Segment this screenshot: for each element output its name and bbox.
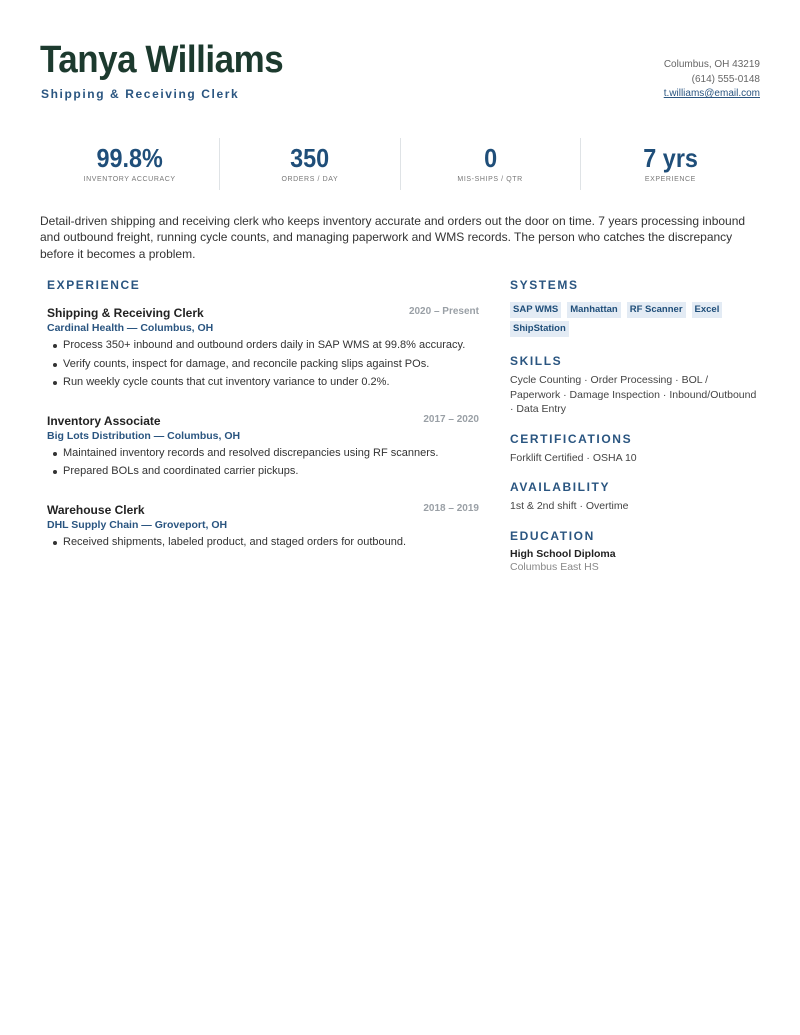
stat-value: 99.8% — [96, 143, 163, 173]
job-title: Shipping & Receiving Clerk — [47, 306, 204, 320]
contact-phone: (614) 555-0148 — [691, 73, 760, 85]
job-dates: 2017 – 2020 — [423, 413, 479, 425]
contact-email-link[interactable]: t.williams@email.com — [663, 88, 760, 99]
experience-heading: EXPERIENCE — [47, 278, 141, 292]
education-heading: EDUCATION — [510, 528, 595, 543]
stat-mis-ships — [400, 138, 580, 190]
systems-heading: SYSTEMS — [510, 278, 579, 292]
certifications-text: Forklift Certified · OSHA 10 — [510, 451, 637, 464]
job-bullet: Prepared BOLs and coordinated carrier pickups. — [47, 464, 479, 480]
stat-value: 0 — [483, 143, 497, 173]
system-tag: SAP WMS — [510, 302, 561, 318]
summary-paragraph: Detail-driven shipping and receiving clerk who keeps inventory accurate and orders out the door on time. 7 years processing inbound and outbound freight, running cycle counts, and managing paperwork and WMS records. The person who catches the discrepancy before it becomes a problem. — [40, 214, 746, 261]
system-tag: Excel — [692, 302, 723, 318]
job-dates: 2020 – Present — [408, 306, 479, 317]
job-bullets — [47, 535, 479, 551]
system-tag: ShipStation — [510, 321, 569, 337]
stat-inventory-accuracy — [40, 138, 219, 190]
system-tag: Manhattan — [567, 302, 621, 318]
stat-label: EXPERIENCE — [644, 176, 696, 183]
stat-value: 7 yrs — [643, 143, 698, 173]
stat-experience — [580, 138, 760, 190]
stat-label: ORDERS / DAY — [281, 176, 339, 183]
education-degree: High School Diploma — [510, 547, 616, 560]
contact-block — [664, 58, 760, 102]
job-bullet: Verify counts, inspect for damage, and reconcile packing slips against POs. — [47, 357, 479, 373]
certifications-heading: CERTIFICATIONS — [510, 431, 633, 446]
job-bullets — [47, 446, 479, 480]
job-company: Cardinal Health — Columbus, OH — [47, 322, 214, 334]
availability-text: 1st & 2nd shift · Overtime — [510, 500, 629, 513]
job-dates: 2018 – 2019 — [423, 502, 479, 514]
job-company: Big Lots Distribution — Columbus, OH — [47, 429, 241, 442]
job-bullet: Received shipments, labeled product, and staged orders for outbound. — [47, 535, 479, 551]
skills-heading: SKILLS — [510, 354, 563, 368]
job-title: Inventory Associate — [47, 413, 161, 428]
stat-label: MIS-SHIPS / QTR — [457, 176, 523, 183]
contact-location: Columbus, OH 43219 — [663, 59, 760, 70]
job-bullet: Process 350+ inbound and outbound orders daily in SAP WMS at 99.8% accuracy. — [47, 338, 479, 354]
skills-text: Cycle Counting · Order Processing · BOL / Paperwork · Damage Inspection · Inbound/Outbound · Data Entry — [510, 374, 757, 416]
system-tag: RF Scanner — [627, 302, 686, 318]
job-entry — [47, 413, 479, 480]
job-company: DHL Supply Chain — Groveport, OH — [47, 518, 228, 531]
education-school: Columbus East HS — [510, 560, 599, 573]
job-title: Warehouse Clerk — [47, 502, 145, 517]
stat-orders-per-day — [219, 138, 399, 190]
job-bullets — [47, 338, 479, 391]
job-bullet: Run weekly cycle counts that cut inventory variance to under 0.2%. — [47, 375, 479, 391]
systems-tags — [510, 302, 726, 337]
sidebar-column — [510, 278, 760, 574]
candidate-role: Shipping & Receiving Clerk — [41, 87, 240, 101]
availability-heading: AVAILABILITY — [510, 480, 611, 495]
stat-label: INVENTORY ACCURACY — [83, 176, 176, 183]
job-entry — [47, 305, 479, 391]
job-bullet: Maintained inventory records and resolved discrepancies using RF scanners. — [47, 446, 479, 462]
stat-value: 350 — [290, 143, 330, 173]
job-entry — [47, 502, 479, 551]
experience-section — [47, 278, 479, 554]
stats-bar — [40, 138, 760, 190]
candidate-name: Tanya Williams — [40, 39, 284, 81]
